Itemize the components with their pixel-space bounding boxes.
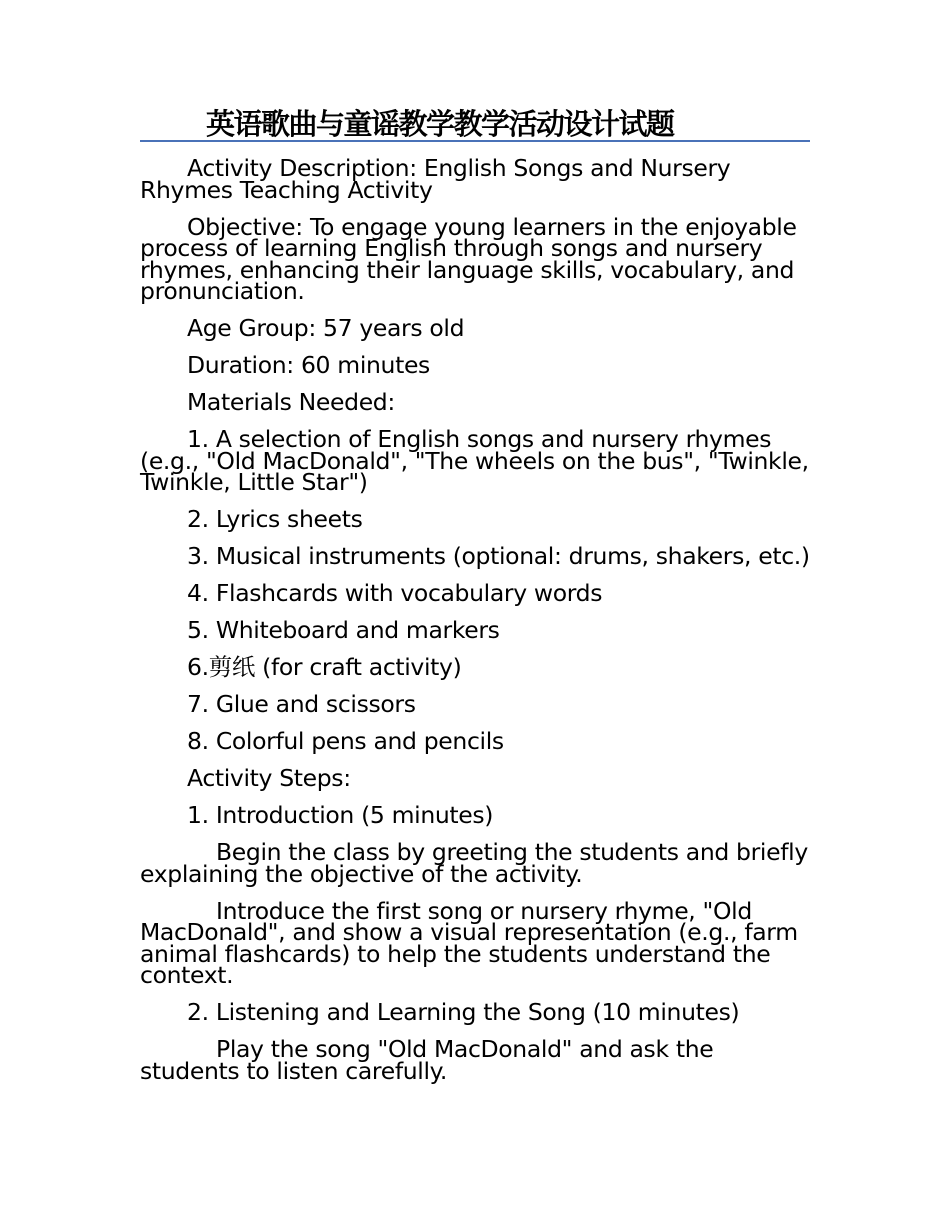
material-item: 7. Glue and scissors [187, 690, 416, 718]
material-item: 6.剪纸 (for craft activity) [187, 653, 462, 681]
document-title: 英语歌曲与童谣教学教学活动设计试题 [206, 107, 674, 141]
activity-description: Activity Description: English Songs and Nursery Rhymes Teaching Activity [140, 154, 731, 204]
material-item: 1. A selection of English songs and nursery rhymes (e.g., "Old MacDonald", "The wheels on the bus", "Twinkle, Twinkle, Little Star") [140, 425, 809, 496]
age-group: Age Group: 57 years old [187, 314, 465, 342]
step-detail: Begin the class by greeting the students and briefly explaining the objective of the activity. [140, 838, 808, 888]
step-heading: 1. Introduction (5 minutes) [187, 801, 494, 829]
material-item: 8. Colorful pens and pencils [187, 727, 504, 755]
material-item: 3. Musical instruments (optional: drums, shakers, etc.) [187, 542, 810, 570]
step-detail: Introduce the first song or nursery rhyme, "Old MacDonald", and show a visual representation (e.g., farm animal flashcards) to help the students understand the context. [140, 896, 798, 989]
duration: Duration: 60 minutes [187, 351, 430, 379]
step-heading: 2. Listening and Learning the Song (10 minutes) [187, 998, 740, 1026]
material-item: 4. Flashcards with vocabulary words [187, 579, 603, 607]
document-body [140, 154, 810, 1098]
material-item: 2. Lyrics sheets [187, 505, 363, 533]
steps-heading: Activity Steps: [187, 764, 351, 792]
title-block [140, 104, 810, 142]
materials-heading: Materials Needed: [187, 388, 395, 416]
step-detail: Play the song "Old MacDonald" and ask the students to listen carefully. [140, 1035, 714, 1085]
objective: Objective: To engage young learners in the enjoyable process of learning English through songs and nursery rhymes, enhancing their language skills, vocabulary, and pronunciation. [140, 212, 797, 305]
material-item: 5. Whiteboard and markers [187, 616, 500, 644]
